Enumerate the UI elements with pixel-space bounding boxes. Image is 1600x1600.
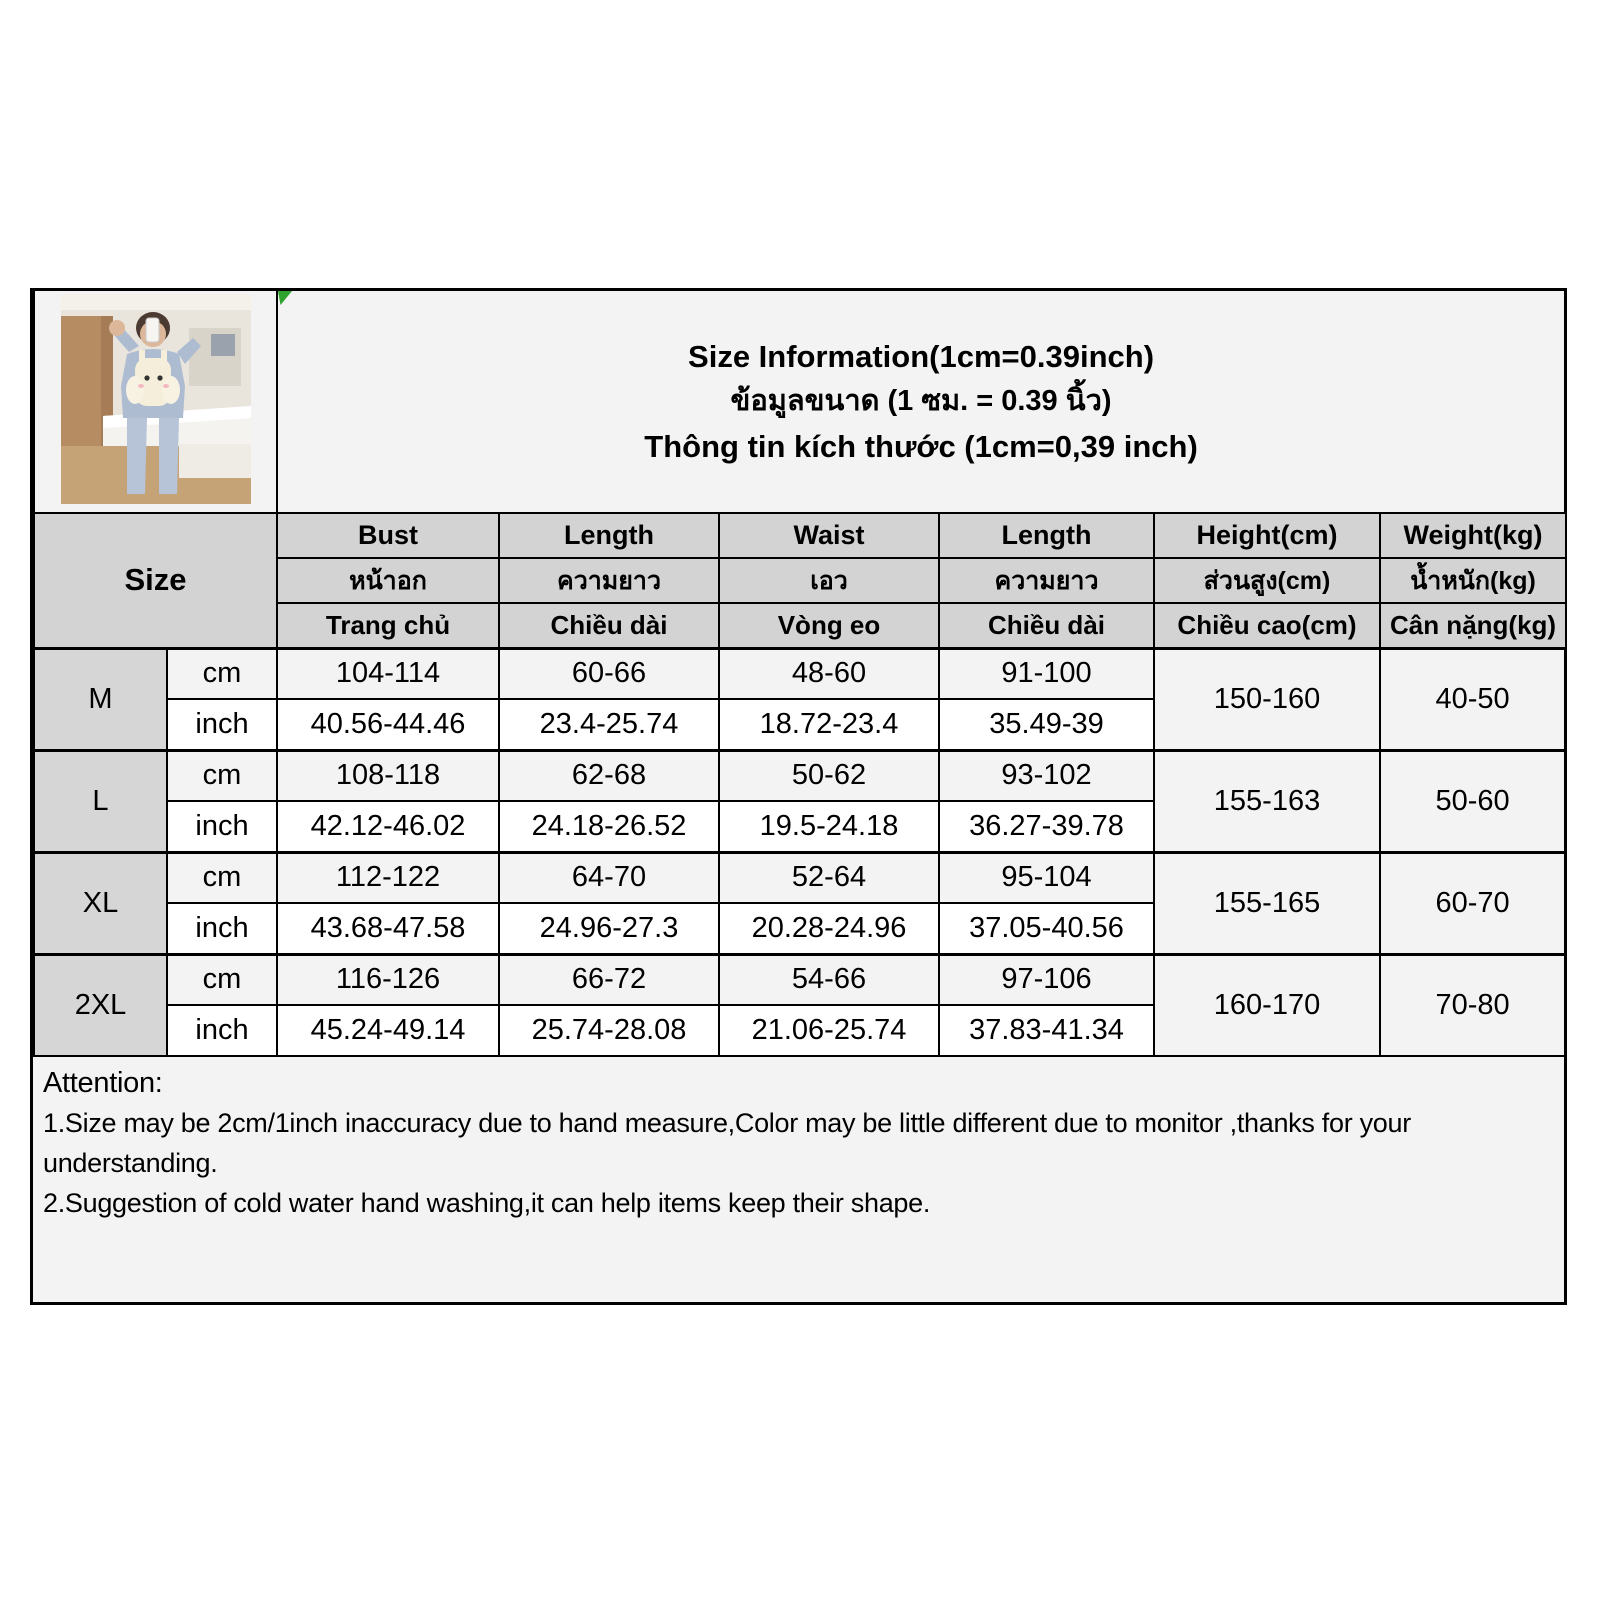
title-cell <box>277 291 1565 513</box>
value-cell: 37.83-41.34 <box>939 1005 1154 1056</box>
size-info-title-vi: Thông tin kích thước (1cm=0,39 inch) <box>644 429 1198 464</box>
value-cell: 48-60 <box>719 648 939 699</box>
value-cell: 21.06-25.74 <box>719 1005 939 1056</box>
height-cell: 160-170 <box>1154 954 1380 1056</box>
column-header-row-en <box>34 513 1565 558</box>
weight-cell: 70-80 <box>1380 954 1565 1056</box>
value-cell: 112-122 <box>277 852 499 903</box>
value-cell: 104-114 <box>277 648 499 699</box>
unit-label-inch: inch <box>167 903 277 954</box>
value-cell: 24.18-26.52 <box>499 801 719 852</box>
value-cell: 108-118 <box>277 750 499 801</box>
weight-cell: 40-50 <box>1380 648 1565 750</box>
value-cell: 20.28-24.96 <box>719 903 939 954</box>
value-cell: 64-70 <box>499 852 719 903</box>
attention-note <box>33 1057 1564 1223</box>
size-label: M <box>34 648 167 750</box>
value-cell: 54-66 <box>719 954 939 1005</box>
value-cell: 66-72 <box>499 954 719 1005</box>
col-header-waist-en: Waist <box>719 513 939 558</box>
unit-label-inch: inch <box>167 1005 277 1056</box>
value-cell: 60-66 <box>499 648 719 699</box>
col-header-weight-vi: Cân nặng(kg) <box>1380 603 1565 648</box>
weight-cell: 60-70 <box>1380 852 1565 954</box>
unit-label-inch: inch <box>167 801 277 852</box>
row-xl-cm <box>34 852 1565 903</box>
col-header-length-en: Length <box>499 513 719 558</box>
size-info-title-en: Size Information(1cm=0.39inch) <box>688 339 1155 374</box>
value-cell: 19.5-24.18 <box>719 801 939 852</box>
value-cell: 18.72-23.4 <box>719 699 939 750</box>
value-cell: 50-62 <box>719 750 939 801</box>
value-cell: 24.96-27.3 <box>499 903 719 954</box>
weight-cell: 50-60 <box>1380 750 1565 852</box>
row-2xl-cm <box>34 954 1565 1005</box>
col-header-bust-vi: Trang chủ <box>277 603 499 648</box>
value-cell: 36.27-39.78 <box>939 801 1154 852</box>
size-label: XL <box>34 852 167 954</box>
value-cell: 97-106 <box>939 954 1154 1005</box>
size-table <box>33 291 1566 1057</box>
col-header-height-th: ส่วนสูง(cm) <box>1154 558 1380 603</box>
value-cell: 93-102 <box>939 750 1154 801</box>
unit-label-cm: cm <box>167 954 277 1005</box>
unit-label-cm: cm <box>167 750 277 801</box>
value-cell: 42.12-46.02 <box>277 801 499 852</box>
attention-line-2: 2.Suggestion of cold water hand washing,it can help items keep their shape. <box>43 1188 931 1218</box>
size-label: L <box>34 750 167 852</box>
col-header-weight-en: Weight(kg) <box>1380 513 1565 558</box>
col-header-length-vi: Chiều dài <box>499 603 719 648</box>
col-header-length-th: ความยาว <box>499 558 719 603</box>
height-cell: 155-165 <box>1154 852 1380 954</box>
size-info-title-th: ข้อมูลขนาด (1 ซม. = 0.39 นิ้ว) <box>730 385 1112 417</box>
size-chart-panel <box>30 288 1567 1305</box>
green-corner-marker <box>278 291 292 305</box>
col-header-bust-en: Bust <box>277 513 499 558</box>
col-header-height-vi: Chiều cao(cm) <box>1154 603 1380 648</box>
row-l-cm <box>34 750 1565 801</box>
col-header-length2-en: Length <box>939 513 1154 558</box>
col-header-height-en: Height(cm) <box>1154 513 1380 558</box>
attention-title: Attention: <box>43 1067 163 1099</box>
value-cell: 95-104 <box>939 852 1154 903</box>
value-cell: 35.49-39 <box>939 699 1154 750</box>
col-header-length2-vi: Chiều dài <box>939 603 1154 648</box>
height-cell: 155-163 <box>1154 750 1380 852</box>
size-label: 2XL <box>34 954 167 1056</box>
height-cell: 150-160 <box>1154 648 1380 750</box>
value-cell: 91-100 <box>939 648 1154 699</box>
product-photo <box>61 294 251 504</box>
col-header-waist-th: เอว <box>719 558 939 603</box>
row-m-cm <box>34 648 1565 699</box>
col-header-weight-th: น้ำหนัก(kg) <box>1380 558 1565 603</box>
value-cell: 62-68 <box>499 750 719 801</box>
value-cell: 37.05-40.56 <box>939 903 1154 954</box>
product-photo-cell <box>34 291 277 513</box>
value-cell: 43.68-47.58 <box>277 903 499 954</box>
unit-label-cm: cm <box>167 852 277 903</box>
col-header-waist-vi: Vòng eo <box>719 603 939 648</box>
value-cell: 52-64 <box>719 852 939 903</box>
col-header-bust-th: หน้าอก <box>277 558 499 603</box>
unit-label-inch: inch <box>167 699 277 750</box>
value-cell: 23.4-25.74 <box>499 699 719 750</box>
col-header-length2-th: ความยาว <box>939 558 1154 603</box>
size-column-header: Size <box>34 513 277 648</box>
value-cell: 40.56-44.46 <box>277 699 499 750</box>
header-banner-row <box>34 291 1565 513</box>
value-cell: 45.24-49.14 <box>277 1005 499 1056</box>
unit-label-cm: cm <box>167 648 277 699</box>
value-cell: 25.74-28.08 <box>499 1005 719 1056</box>
attention-line-1: 1.Size may be 2cm/1inch inaccuracy due to hand measure,Color may be little different due to monitor ,thanks for your understanding. <box>43 1108 1411 1178</box>
value-cell: 116-126 <box>277 954 499 1005</box>
